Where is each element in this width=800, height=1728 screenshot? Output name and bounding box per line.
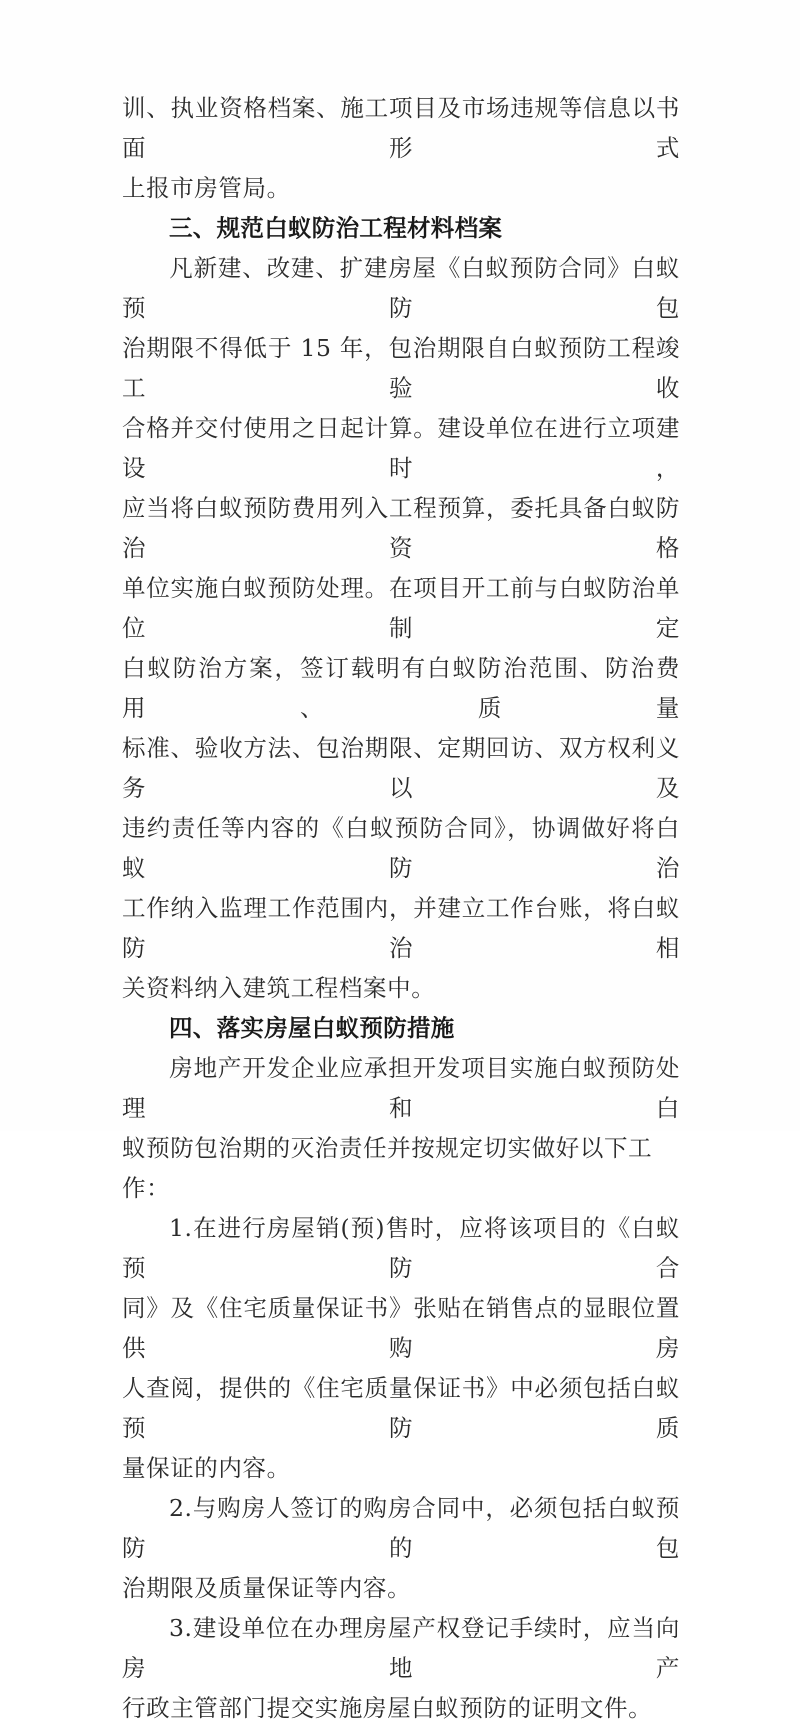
text-line-content: 人查阅，提供的《住宅质量保证书》中必须包括白蚁预防质 (122, 1374, 680, 1442)
text-line-content: 训、执业资格档案、施工项目及市场违规等信息以书面形式 (122, 94, 680, 162)
text-line-content: 工作纳入监理工作范围内，并建立工作台账，将白蚁防治相 (122, 894, 680, 962)
text-line (122, 1288, 680, 1368)
text-line (122, 1688, 680, 1728)
text-line (122, 248, 680, 328)
text-line-content: 量保证的内容。 (122, 1454, 291, 1482)
text-line-content: 3.建设单位在办理房屋产权登记手续时，应当向房地产 (122, 1614, 680, 1682)
text-line-content: 房地产开发企业应承担开发项目实施白蚁预防处理和白 (122, 1054, 680, 1122)
text-line (122, 1368, 680, 1448)
paragraph-continuation-reporting (122, 88, 680, 208)
document-text-body (122, 88, 680, 1728)
text-line-content: 标准、验收方法、包治期限、定期回访、双方权利义务以及 (122, 734, 680, 802)
text-line (122, 1488, 680, 1568)
text-line-content: 2.与购房人签订的购房合同中，必须包括白蚁预防的包 (122, 1494, 680, 1562)
text-line (122, 728, 680, 808)
text-line (122, 1448, 680, 1488)
text-line-content: 同》及《住宅质量保证书》张贴在销售点的显眼位置供购房 (122, 1294, 680, 1362)
text-line-content: 关资料纳入建筑工程档案中。 (122, 974, 436, 1002)
text-line-content: 行政主管部门提交实施房屋白蚁预防的证明文件。 (122, 1694, 653, 1722)
text-line (122, 88, 680, 168)
text-line-content: 合格并交付使用之日起计算。建设单位在进行立项建设时， (122, 414, 680, 482)
text-line (122, 1128, 680, 1208)
text-line-content: 违约责任等内容的《白蚁预防合同》，协调做好将白蚁防治 (122, 814, 680, 882)
text-line (122, 408, 680, 488)
text-line-content: 白蚁防治方案，签订载明有白蚁防治范围、防治费用、质量 (122, 654, 680, 722)
text-line (122, 568, 680, 648)
text-line-content: 应当将白蚁预防费用列入工程预算，委托具备白蚁防治资格 (122, 494, 680, 562)
text-line-content: 1.在进行房屋销(预)售时，应将该项目的《白蚁预防合 (122, 1214, 680, 1282)
heading-section-three: 三、规范白蚁防治工程材料档案 (169, 214, 503, 242)
text-line (122, 648, 680, 728)
list-item-1 (122, 1208, 680, 1488)
text-line-content: 单位实施白蚁预防处理。在项目开工前与白蚁防治单位制定 (122, 574, 680, 642)
text-line (122, 808, 680, 888)
paragraph-section-three-body (122, 248, 680, 1008)
text-line (122, 488, 680, 568)
heading-section-four: 四、落实房屋白蚁预防措施 (169, 1014, 455, 1042)
list-item-2 (122, 1488, 680, 1608)
text-line (122, 1048, 680, 1128)
text-line (122, 328, 680, 408)
text-line-content: 蚁预防包治期的灭治责任并按规定切实做好以下工作： (122, 1134, 653, 1202)
paragraph-section-four-body (122, 1048, 680, 1208)
text-line (122, 888, 680, 968)
text-line (122, 1568, 680, 1608)
text-line-content: 治期限及质量保证等内容。 (122, 1574, 412, 1602)
text-line (122, 1208, 680, 1288)
text-line-content: 上报市房管局。 (122, 174, 291, 202)
text-line (122, 968, 680, 1008)
text-line-content: 凡新建、改建、扩建房屋《白蚁预防合同》白蚁预防包 (122, 254, 680, 322)
list-item-3 (122, 1608, 680, 1728)
text-line-content: 治期限不得低于 15 年，包治期限自白蚁预防工程竣工验收 (122, 334, 680, 402)
text-line (122, 168, 680, 208)
text-line (122, 1608, 680, 1688)
